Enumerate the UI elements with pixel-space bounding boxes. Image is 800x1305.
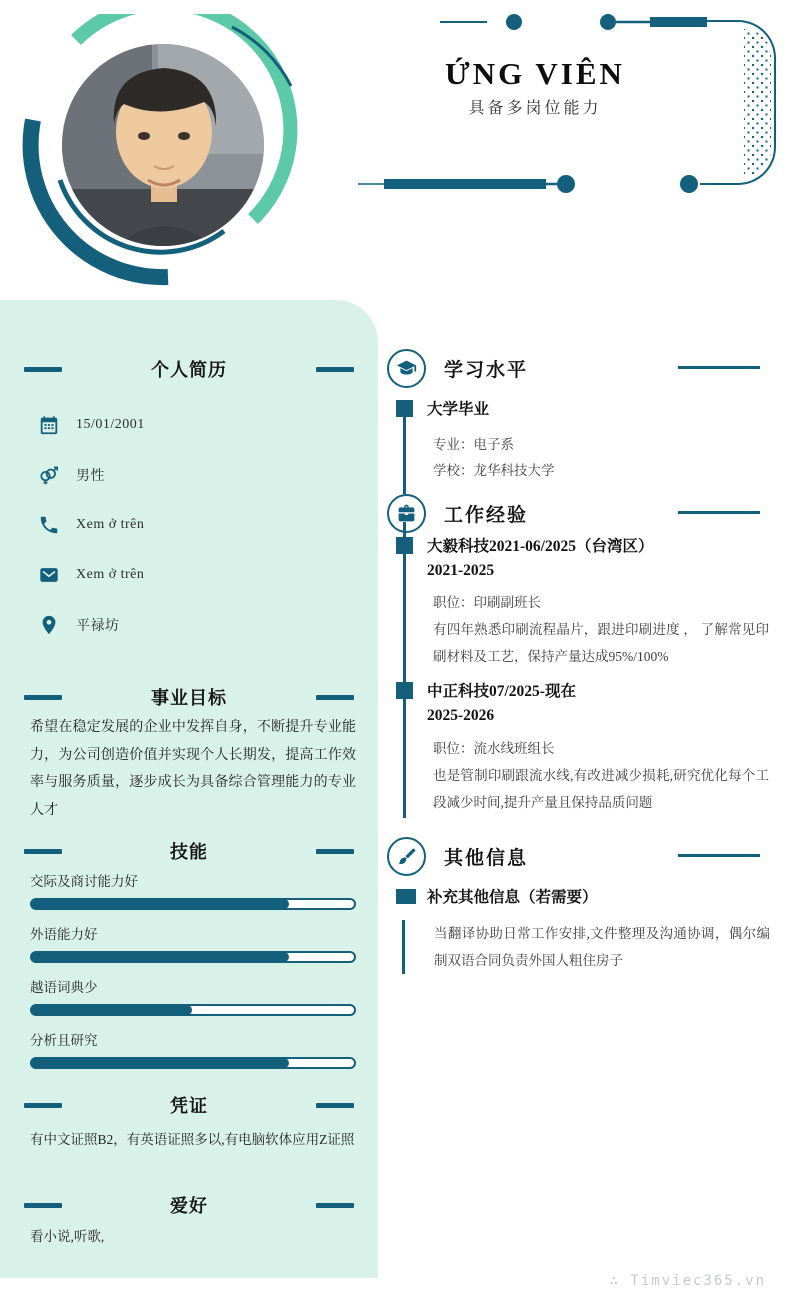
certificates-text: 有中文证照B2，有英语证照多以,有电脑软体应用Z证照 [30,1132,355,1147]
section-skills-title [24,838,354,864]
job2-period: 2025-2026 [427,707,495,724]
skill-bar-fill [31,899,289,909]
skill-label: 交际及商讨能力好 [30,874,138,889]
email-item [38,562,144,588]
left-panel [0,300,378,1278]
gender-value: 男性 [76,469,105,484]
skill-row [30,976,356,1016]
job2-company: 中正科技07/2025-现在 [427,683,576,700]
section-hobbies-title [24,1192,354,1218]
other-header-line [678,854,760,857]
section-certificates-title [24,1092,354,1118]
skill-bar-fill [31,952,289,962]
education-detail-major: 专业：电子系 [433,437,514,452]
section-objective-title [24,684,354,710]
section-experience-header [387,493,528,533]
certificates-title-text: 凭证 [170,1096,208,1116]
skill-bar-track [30,951,356,963]
location-value: 平禄坊 [76,619,120,634]
skill-label: 分析且研究 [30,1033,98,1048]
experience-bullet-1 [396,537,413,554]
portrait-image [62,44,272,266]
title-dash-left [24,367,62,372]
education-detail-school: 学校：龙华科技大学 [433,463,555,478]
title-dash-left [24,1203,62,1208]
title-dash-left [24,695,62,700]
paintbrush-icon [387,837,426,876]
candidate-name: ỨNG VIÊN [445,56,625,91]
skills-title-text: 技能 [170,842,208,862]
gender-item [38,462,105,488]
experience-header-line [678,511,760,514]
other-heading: 补充其他信息（若需要） [427,889,598,906]
title-dash-left [24,1103,62,1108]
skills-list [30,870,356,1082]
skill-label: 越语词典少 [30,980,98,995]
job1-description: 有四年熟悉印刷流程晶片，跟进印刷进度 ， 了解常见印刷材料及工艺，保持产量达成95%/100% [433,622,769,664]
objective-title-text: 事业目标 [151,688,227,708]
birthday-item [38,412,145,438]
dot-pattern [744,29,771,176]
briefcase-icon [387,494,426,533]
skill-bar-fill [31,1005,192,1015]
objective-text: 希望在稳定发展的企业中发挥自身，不断提升专业能力，为公司创造价值并实现个人长期发，提高工作效率与服务质量，逐步成长为具备综合管理能力的专业人才 [30,720,356,818]
other-description: 当翻译协助日常工作安排,文件整理及沟通协调，偶尔编制双语合同负责外国人粗住房子 [402,920,770,974]
education-entry-heading: 大学毕业 [427,401,490,418]
phone-value: Xem ở trên [76,517,145,532]
skill-bar-track [30,898,356,910]
email-value: Xem ở trên [76,567,145,582]
graduation-cap-icon [387,349,426,388]
candidate-tagline: 具备多岗位能力 [468,100,602,117]
job2-position: 职位：流水线班组长 [433,741,555,756]
other-bullet [396,889,416,904]
phone-icon [38,514,60,536]
skill-bar-track [30,1004,356,1016]
section-other-header [387,836,528,876]
experience-title-text: 工作经验 [444,504,529,526]
title-dash-right [316,695,354,700]
experience-bullet-2 [396,682,413,699]
title-dash-right [316,367,354,372]
phone-item [38,512,144,538]
gender-icon [38,464,60,486]
other-title-text: 其他信息 [444,847,529,869]
title-dash-right [316,1103,354,1108]
section-profile-title [24,356,354,382]
hobbies-title-text: 爱好 [170,1196,208,1216]
profile-photo [8,14,328,314]
skill-bar-fill [31,1058,289,1068]
job2-description: 也是管制印刷跟流水线,有改进减少损耗,研究优化每个工段减少时间,提升产量且保持品质问题 [433,768,769,810]
job1-period: 2021-2025 [427,562,495,579]
location-item [38,612,120,638]
education-title-text: 学习水平 [444,359,529,381]
email-icon [38,564,60,586]
job1-heading [427,535,772,583]
job1-company: 大毅科技2021-06/2025（台湾区） [427,538,654,555]
location-icon [38,614,60,636]
birthday-value: 15/01/2001 [76,417,145,432]
skill-label: 外语能力好 [30,927,98,942]
job2-heading [427,680,772,728]
experience-timeline-rail [403,522,406,818]
calendar-icon [38,414,60,436]
education-header-line [678,366,760,369]
section-education-header [387,348,528,388]
title-dash-left [24,849,62,854]
watermark: ∴ Timviec365.vn [609,1273,766,1289]
hobbies-text: 看小说,听歌, [30,1229,105,1244]
job1-position: 职位：印刷副班长 [433,595,541,610]
profile-title-text: 个人简历 [151,360,227,380]
skill-bar-track [30,1057,356,1069]
skill-row [30,870,356,910]
title-dash-right [316,1203,354,1208]
education-bullet [396,400,413,417]
skill-row [30,1029,356,1069]
title-dash-right [316,849,354,854]
skill-row [30,923,356,963]
